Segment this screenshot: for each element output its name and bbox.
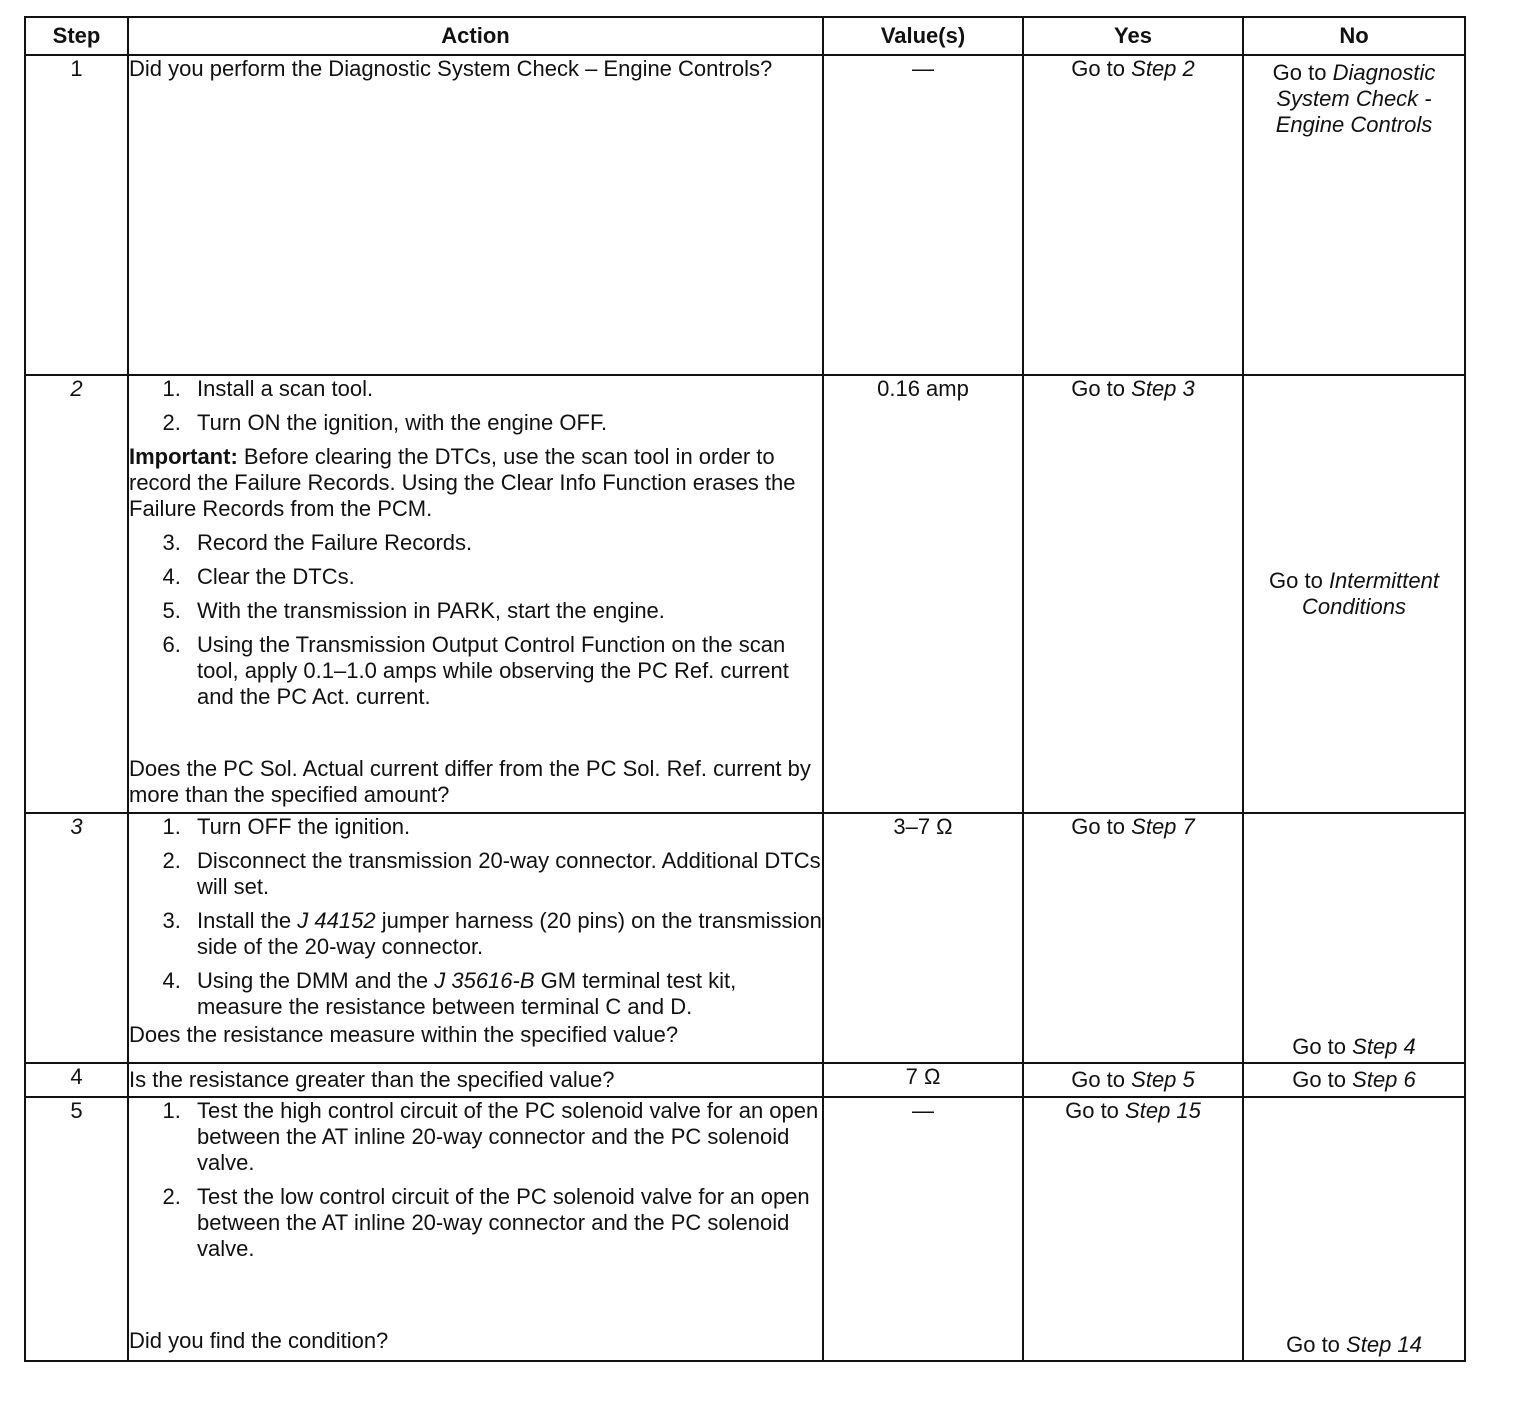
goto-label: Go to [1071,56,1126,81]
step-link[interactable]: Step 6 [1352,1067,1416,1092]
action-steps-list [129,376,822,436]
action-steps-list [129,814,822,1020]
tool-number: J 35616-B [434,968,535,993]
list-item: 5. With the transmission in PARK, start the engine. [187,598,822,624]
goto-label: Go to [1065,1098,1119,1123]
action-steps-list [129,1098,822,1262]
action-question: Does the PC Sol. Actual current differ from the PC Sol. Ref. current by more than the specified amount? [129,756,811,807]
goto-label: Go to [1071,376,1126,401]
step-link[interactable]: Step 14 [1346,1332,1422,1357]
header-action: Action [128,17,823,55]
goto-label: Go to [1071,814,1126,839]
header-row [25,17,1465,55]
list-item: 4. Using the DMM and the J 35616-B GM terminal test kit, measure the resistance between terminal C and D. [187,968,822,1020]
step-number: 4 [25,1063,128,1097]
value-cell: 3–7 Ω [823,813,1023,1063]
step-link[interactable]: Step 7 [1131,814,1195,839]
tool-number: J 44152 [297,908,376,933]
no-cell [1243,1063,1465,1097]
action-question: Did you find the condition? [129,1328,389,1353]
yes-cell [1023,1097,1243,1361]
yes-cell [1023,1063,1243,1097]
value-cell: 7 Ω [823,1063,1023,1097]
header-no: No [1243,17,1465,55]
table-row-step-2 [25,375,1465,813]
step-number: 1 [25,55,128,375]
list-item: 4. Clear the DTCs. [187,564,822,590]
list-item: 1. Turn OFF the ignition. [187,814,822,840]
list-item: 3. Install the J 44152 jumper harness (20 pins) on the transmission side of the 20-way connector. [187,908,822,960]
list-item: 1. Test the high control circuit of the PC solenoid valve for an open between the AT inline 20-way connector and the PC solenoid valve. [187,1098,822,1176]
action-question: Is the resistance greater than the specified value? [129,1067,615,1092]
header-values: Value(s) [823,17,1023,55]
step-link[interactable]: Step 3 [1131,376,1195,401]
step-number-cell [25,813,128,1063]
yes-cell [1023,813,1243,1063]
procedure-link[interactable]: Diagnostic System Check - Engine Controls [1275,60,1436,137]
list-item: 3. Record the Failure Records. [187,530,822,556]
value-cell: — [823,55,1023,375]
value-cell: 0.16 amp [823,375,1023,813]
list-item: 6. Using the Transmission Output Control Function on the scan tool, apply 0.1–1.0 amps while observing the PC Ref. current and the PC Act. current. [187,632,822,710]
list-item: 2. Turn ON the ignition, with the engine OFF. [187,410,822,436]
action-cell [128,1063,823,1097]
important-label: Important: [129,444,238,469]
header-step: Step [25,17,128,55]
step-number: 3 [70,814,83,839]
no-cell [1243,55,1465,375]
step-link[interactable]: Step 15 [1125,1098,1201,1123]
header-yes: Yes [1023,17,1243,55]
table-row-step-5 [25,1097,1465,1361]
list-item: 2. Disconnect the transmission 20-way connector. Additional DTCs will set. [187,848,822,900]
action-cell [128,55,823,375]
no-cell [1243,1097,1465,1361]
goto-label: Go to [1269,568,1323,593]
goto-label: Go to [1071,1067,1126,1092]
action-question: Does the resistance measure within the specified value? [129,1022,679,1047]
yes-cell [1023,375,1243,813]
yes-cell [1023,55,1243,375]
value-cell: — [823,1097,1023,1361]
goto-label: Go to [1292,1034,1347,1059]
table-row-step-4 [25,1063,1465,1097]
action-question: Did you perform the Diagnostic System Check – Engine Controls? [129,56,773,81]
step-link[interactable]: Step 4 [1352,1034,1416,1059]
list-item: 2. Test the low control circuit of the PC solenoid valve for an open between the AT inline 20-way connector and the PC solenoid valve. [187,1184,822,1262]
important-note [129,444,822,522]
action-cell [128,375,823,813]
action-cell [128,1097,823,1361]
goto-label: Go to [1272,60,1327,85]
table-row-step-1 [25,55,1465,375]
action-cell [128,813,823,1063]
step-link[interactable]: Step 2 [1131,56,1195,81]
step-number: 2 [70,376,83,401]
table-row-step-3 [25,813,1465,1063]
no-cell [1243,375,1465,813]
diagnostic-table [24,16,1466,1362]
action-steps-list [129,530,822,710]
step-link[interactable]: Step 5 [1131,1067,1195,1092]
procedure-link[interactable]: Intermittent Conditions [1302,568,1439,619]
step-number-cell [25,375,128,813]
list-item: 1. Install a scan tool. [187,376,822,402]
goto-label: Go to [1286,1332,1340,1357]
goto-label: Go to [1292,1067,1347,1092]
important-text: Before clearing the DTCs, use the scan tool in order to record the Failure Records. Using the Clear Info Function erases the Failure Records from the PCM. [129,444,796,521]
no-cell [1243,813,1465,1063]
step-number: 5 [25,1097,128,1361]
